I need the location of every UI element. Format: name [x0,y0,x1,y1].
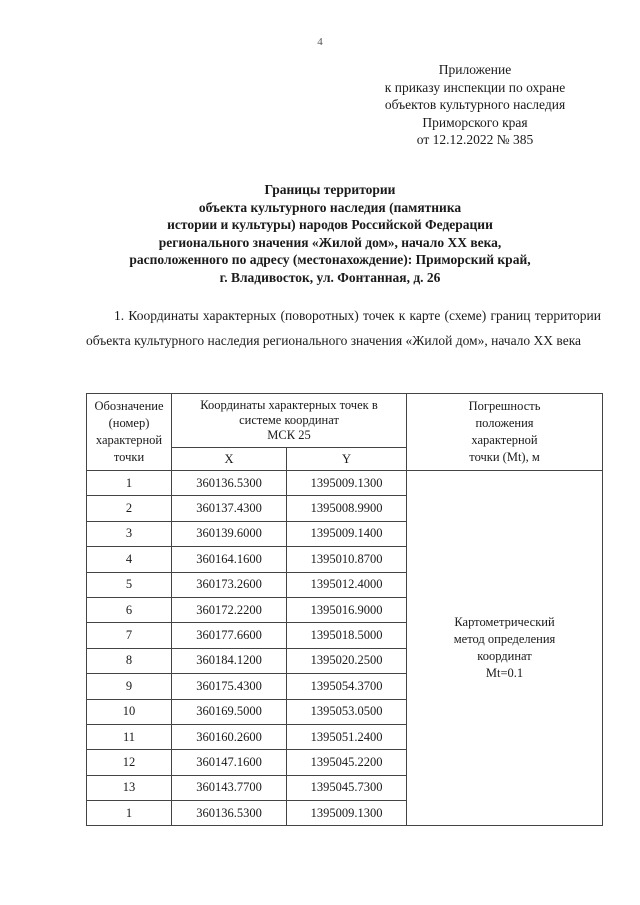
error-line: координат [477,649,532,664]
cell-y: 1395051.2400 [287,724,407,749]
appendix-line: Приложение [438,62,512,77]
cell-x: 360173.2600 [172,572,287,597]
cell-y: 1395009.1300 [287,801,407,826]
header-line: Погрешность [468,399,541,413]
table-header-row [87,394,603,448]
cell-y: 1395012.4000 [287,572,407,597]
cell-point-number: 2 [87,496,172,521]
title-line: объекта культурного наследия (памятника [198,199,462,215]
cell-point-number: 11 [87,724,172,749]
cell-x: 360160.2600 [172,724,287,749]
cell-x: 360177.6600 [172,623,287,648]
header-y: Y [287,448,407,471]
error-line: Картометрический [454,615,555,630]
header-line: Обозначение [94,399,164,413]
appendix-line: объектов культурного наследия [384,97,566,112]
header-line: положения [475,416,534,430]
appendix-line: к приказу инспекции по охране [384,79,566,95]
header-point-number [87,394,172,471]
cell-y: 1395045.2200 [287,750,407,775]
header-line: точки [113,450,145,464]
error-line: Mt=0.1 [485,666,524,681]
cell-x: 360164.1600 [172,547,287,572]
header-line: системе координат [239,413,339,427]
cell-point-number: 8 [87,648,172,673]
title-line: истории и культуры) народов Российской Федерации [167,217,493,232]
cell-y: 1395045.7300 [287,775,407,800]
cell-point-number: 4 [87,547,172,572]
appendix-line: Приморского края [422,114,528,130]
cell-x: 360139.6000 [172,521,287,546]
cell-x: 360137.4300 [172,496,287,521]
cell-point-number: 7 [87,623,172,648]
section-paragraph: 1. Координаты характерных (поворотных) точек к карте (схеме) границ территории объекта культурного наследия регионального значения «Жилой дом», начало XX века [86,308,601,348]
cell-y: 1395008.9900 [287,496,407,521]
cell-y: 1395053.0500 [287,699,407,724]
cell-x: 360175.4300 [172,674,287,699]
cell-point-number: 6 [87,597,172,622]
appendix-line: от 12.12.2022 № 385 [416,132,534,147]
cell-x: 360143.7700 [172,775,287,800]
cell-x: 360147.1600 [172,750,287,775]
header-x: X [172,448,287,471]
cell-y: 1395020.2500 [287,648,407,673]
cell-point-number: 12 [87,750,172,775]
cell-x: 360184.1200 [172,648,287,673]
coordinates-table [86,393,603,826]
cell-y: 1395009.1300 [287,471,407,496]
header-line: МСК 25 [267,428,311,442]
cell-point-number: 13 [87,775,172,800]
title-line: регионального значения «Жилой дом», начало XX века, [158,234,502,250]
cell-y: 1395016.9000 [287,597,407,622]
cell-y: 1395018.5000 [287,623,407,648]
cell-y: 1395009.1400 [287,521,407,546]
cell-y: 1395010.8700 [287,547,407,572]
title-line: Границы территории [264,182,396,197]
cell-point-number: 1 [87,471,172,496]
cell-x: 360136.5300 [172,801,287,826]
error-line: метод определения [453,632,556,647]
cell-y: 1395054.3700 [287,674,407,699]
cell-point-number: 3 [87,521,172,546]
cell-point-number: 1 [87,801,172,826]
header-line: характерной [95,433,163,447]
title-line: г. Владивосток, ул. Фонтанная, д. 26 [219,269,441,285]
cell-error-method [407,471,603,826]
cell-point-number: 5 [87,572,172,597]
cell-x: 360172.2200 [172,597,287,622]
header-error [407,394,603,471]
header-line: характерной [471,433,538,447]
table-row [87,471,603,496]
cell-x: 360136.5300 [172,471,287,496]
document-title [60,181,600,286]
cell-x: 360169.5000 [172,699,287,724]
header-line: Координаты характерных точек в [200,398,378,412]
header-coordinates [172,394,407,448]
appendix-block [350,61,600,149]
cell-point-number: 10 [87,699,172,724]
title-line: расположенного по адресу (местонахождение): Приморский край, [129,252,531,267]
header-line: (номер) [108,416,150,430]
header-line: точки (Mt), м [469,450,540,464]
cell-point-number: 9 [87,674,172,699]
page-number: 4 [317,36,323,48]
